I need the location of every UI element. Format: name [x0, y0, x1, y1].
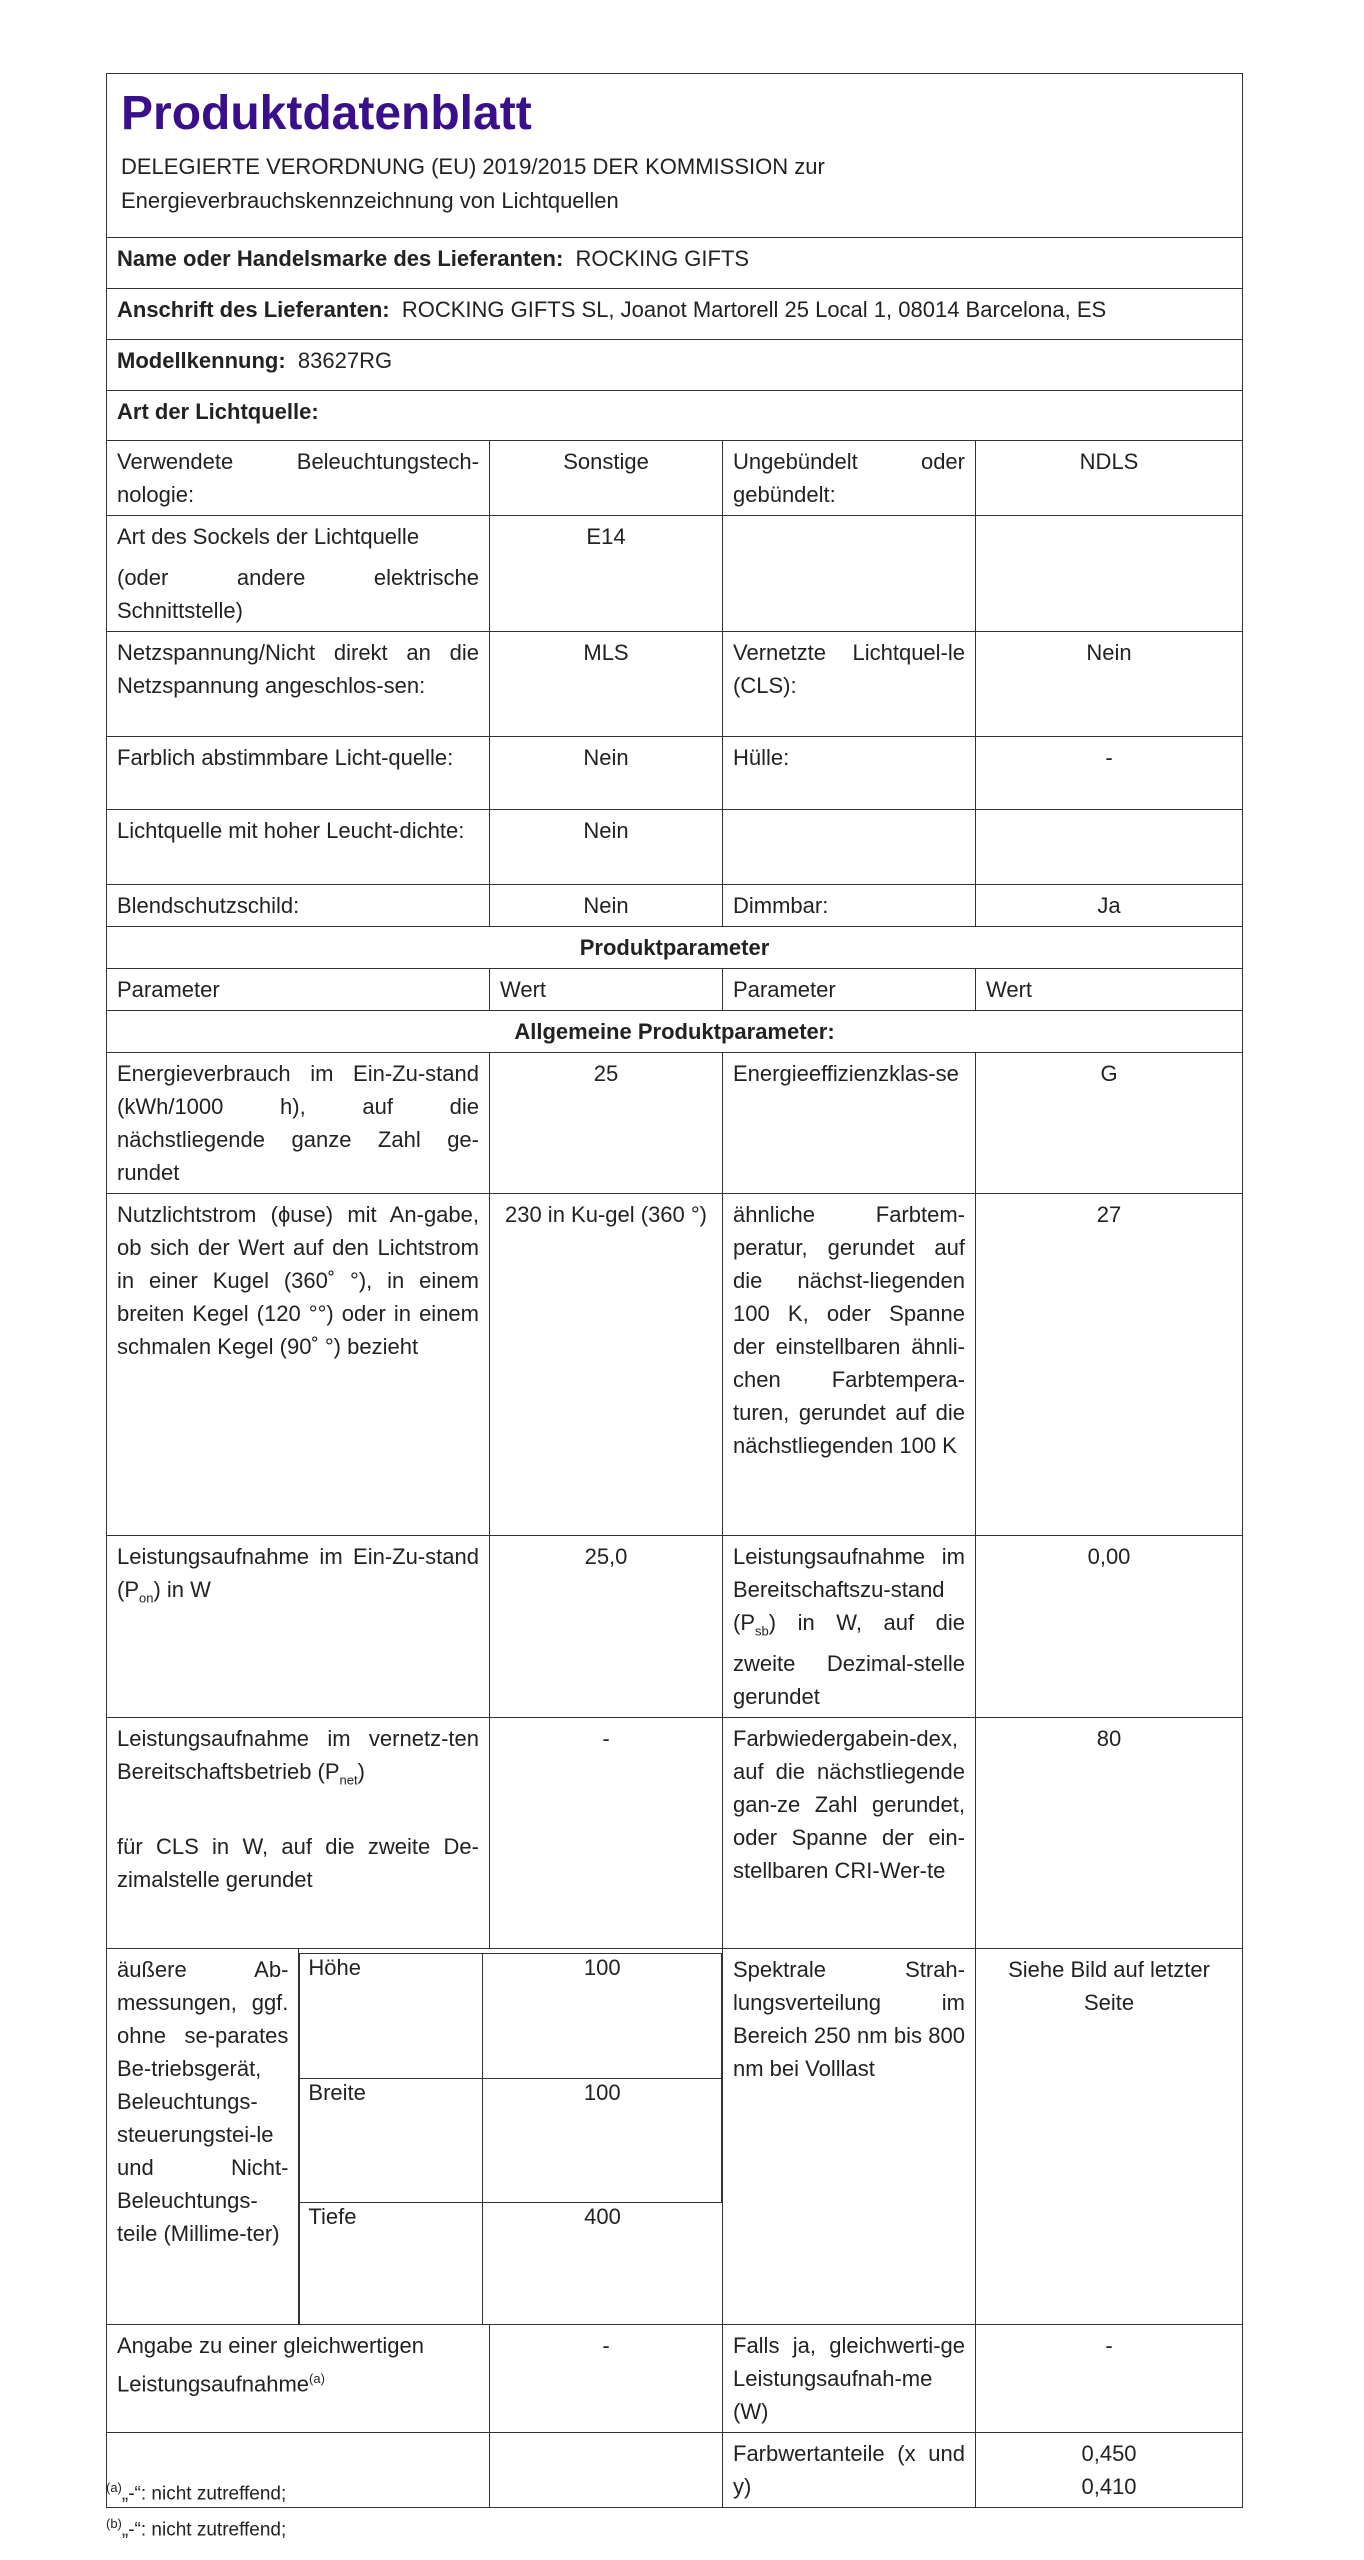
param-value: MLS	[490, 632, 723, 737]
datasheet-table	[106, 73, 1243, 2508]
param-value: G	[976, 1053, 1243, 1194]
supplier-name-label: Name oder Handelsmarke des Lieferanten:	[117, 246, 564, 271]
param-label: Vernetzte Lichtquel-le (CLS):	[723, 632, 976, 737]
column-header: Wert	[490, 969, 723, 1011]
param-value: Sonstige	[490, 441, 723, 516]
footnote-mark: (a)	[106, 2480, 122, 2495]
param-value: 25,0	[490, 1536, 723, 1718]
param-value: -	[490, 2325, 723, 2433]
label-subscript: net	[339, 1772, 358, 1788]
param-label: Verwendete Beleuchtungstech-nologie:	[107, 441, 490, 516]
param-label: Falls ja, gleichwerti-ge Leistungsaufnah-me (W)	[723, 2325, 976, 2433]
dimensions-label: äußere Ab-messungen, ggf. ohne se-parates Be-triebsgerät, Beleuchtungs-steuerungstei-le und Nicht-Beleuchtungs-teile (Millime-ter)	[107, 1949, 299, 2324]
footnote-a	[106, 2480, 286, 2505]
dim-value: 100	[483, 2078, 722, 2202]
param-label: Blendschutzschild:	[107, 885, 490, 927]
empty-cell	[976, 810, 1243, 885]
dimensions-cell	[107, 1949, 723, 2325]
param-value: Nein	[490, 810, 723, 885]
param-label: Netzspannung/Nicht direkt an die Netzspannung angeschlos-sen:	[107, 632, 490, 737]
table-row	[107, 1718, 1243, 1949]
supplier-address-value: ROCKING GIFTS SL, Joanot Martorell 25 Local 1, 08014 Barcelona, ES	[401, 297, 1107, 322]
param-value: -	[976, 2325, 1243, 2433]
page-title: Produktdatenblatt	[121, 87, 532, 140]
footnote-b	[106, 2516, 286, 2541]
label-text: )	[357, 1759, 365, 1785]
param-value	[976, 2433, 1243, 2508]
param-value: Siehe Bild auf letzter Seite	[976, 1949, 1243, 2325]
param-value: 0,00	[976, 1536, 1243, 1718]
empty-cell	[723, 810, 976, 885]
footnote-text: „-“: nicht zutreffend;	[121, 2519, 287, 2541]
label-text: ) in W, auf die zweite Dezimal-stelle gerundet	[733, 1610, 965, 1710]
product-parameters-heading: Produktparameter	[107, 927, 1243, 969]
param-label	[107, 516, 490, 632]
label-subscript: on	[139, 1590, 154, 1606]
supplier-name-value: ROCKING GIFTS	[575, 246, 750, 271]
product-datasheet	[106, 73, 1242, 2508]
param-label: Farbwertanteile (x und y)	[723, 2433, 976, 2508]
supplier-name-row	[107, 238, 1243, 289]
chromaticity-y: 0,410	[1081, 2474, 1137, 2500]
param-label: Hülle:	[723, 737, 976, 810]
param-value: 230 in Ku-gel (360 °)	[490, 1194, 723, 1536]
column-header: Parameter	[723, 969, 976, 1011]
table-row	[107, 632, 1243, 737]
label-text: Leistungsaufnahme im vernetz-ten Bereitschaftsbetrieb (P	[117, 1726, 479, 1785]
dim-label: Höhe	[300, 1954, 483, 2078]
label-text: Leistungsaufnahme im Ein-Zu-stand (P	[117, 1544, 479, 1602]
param-value: E14	[490, 516, 723, 632]
dimensions-table	[299, 1953, 722, 2324]
column-header: Parameter	[107, 969, 490, 1011]
param-label	[723, 1536, 976, 1718]
param-label: Nutzlichtstrom (ϕuse) mit An-gabe, ob sich der Wert auf den Lichtstrom in einer Kugel (360˚ °), in einem breiten Kegel (120 °°) oder in einem schmalen Kegel (90˚ °) bezieht	[107, 1194, 490, 1536]
param-value: -	[490, 1718, 723, 1949]
column-header: Wert	[976, 969, 1243, 1011]
param-value: 80	[976, 1718, 1243, 1949]
footnote-mark: (b)	[106, 2516, 122, 2531]
param-value: Nein	[976, 632, 1243, 737]
param-label: Dimmbar:	[723, 885, 976, 927]
param-label: Farblich abstimmbare Licht-quelle:	[107, 737, 490, 810]
param-value: Nein	[490, 737, 723, 810]
table-row	[107, 1194, 1243, 1536]
param-label: Energieverbrauch im Ein-Zu-stand (kWh/1000 h), auf die nächstliegende ganze Zahl ge-rundet	[107, 1053, 490, 1194]
param-label: Farbwiedergabein-dex, auf die nächstliegende gan-ze Zahl gerundet, oder Spanne der ein-stellbaren CRI-Wer-te	[723, 1718, 976, 1949]
table-row	[107, 810, 1243, 885]
socket-label: Art des Sockels der Lichtquelle	[117, 524, 420, 549]
param-label	[107, 2325, 490, 2433]
param-label: Spektrale Strah-lungsverteilung im Bereich 250 nm bis 800 nm bei Volllast	[723, 1949, 976, 2325]
table-row	[107, 1536, 1243, 1718]
label-text: Angabe zu einer gleichwertigen Leistungsaufnahme	[117, 2333, 424, 2397]
dim-value: 100	[483, 1954, 722, 2078]
param-label: ähnliche Farbtem-peratur, gerundet auf die nächst-liegenden 100 K, oder Spanne der einstellbaren ähnli-chen Farbtempera-turen, gerundet auf die nächstliegenden 100 K	[723, 1194, 976, 1536]
model-value: 83627RG	[297, 348, 393, 373]
param-value: Ja	[976, 885, 1243, 927]
supplier-address-label: Anschrift des Lieferanten:	[117, 297, 390, 322]
param-label: Lichtquelle mit hoher Leucht-dichte:	[107, 810, 490, 885]
table-row	[107, 1949, 1243, 2325]
model-row	[107, 340, 1243, 391]
param-value: Nein	[490, 885, 723, 927]
table-row	[107, 2325, 1243, 2433]
param-value: 25	[490, 1053, 723, 1194]
param-value: NDLS	[976, 441, 1243, 516]
label-text: ) in W	[153, 1577, 211, 1602]
param-label: Ungebündelt oder gebündelt:	[723, 441, 976, 516]
empty-cell	[976, 516, 1243, 632]
table-row	[107, 1053, 1243, 1194]
column-header-row	[107, 969, 1243, 1011]
regulation-line-1: DELEGIERTE VERORDNUNG (EU) 2019/2015 DER KOMMISSION zur	[121, 154, 825, 179]
label-text: Leistungsaufnahme im Bereitschaftszu-stand (P	[733, 1544, 965, 1635]
regulation-line-2: Energieverbrauchskennzeichnung von Lichtquellen	[121, 188, 619, 213]
empty-cell	[723, 516, 976, 632]
param-label	[107, 1718, 490, 1949]
dim-label: Tiefe	[300, 2202, 483, 2324]
header-cell	[107, 74, 1243, 238]
label-subscript: sb	[755, 1623, 769, 1639]
table-row	[107, 516, 1243, 632]
general-parameters-heading: Allgemeine Produktparameter:	[107, 1011, 1243, 1053]
socket-label-note: (oder andere elektrische Schnittstelle)	[117, 565, 479, 623]
table-row	[107, 737, 1243, 810]
dim-value: 400	[483, 2202, 722, 2324]
footnote-ref: (a)	[309, 2371, 325, 2387]
table-row	[107, 441, 1243, 516]
supplier-address-row	[107, 289, 1243, 340]
table-row	[107, 885, 1243, 927]
label-text: für CLS in W, auf die zweite De-zimalstelle gerundet	[117, 1833, 479, 1892]
param-value: -	[976, 737, 1243, 810]
footnote-text: „-“: nicht zutreffend;	[121, 2483, 287, 2505]
chromaticity-x: 0,450	[1081, 2441, 1137, 2467]
empty-cell	[490, 2433, 723, 2508]
dim-label: Breite	[300, 2078, 483, 2202]
param-label	[107, 1536, 490, 1718]
param-label: Energieeffizienzklas-se	[723, 1053, 976, 1194]
param-value: 27	[976, 1194, 1243, 1536]
model-label: Modellkennung:	[117, 348, 286, 373]
light-source-type-heading: Art der Lichtquelle:	[107, 391, 1243, 441]
